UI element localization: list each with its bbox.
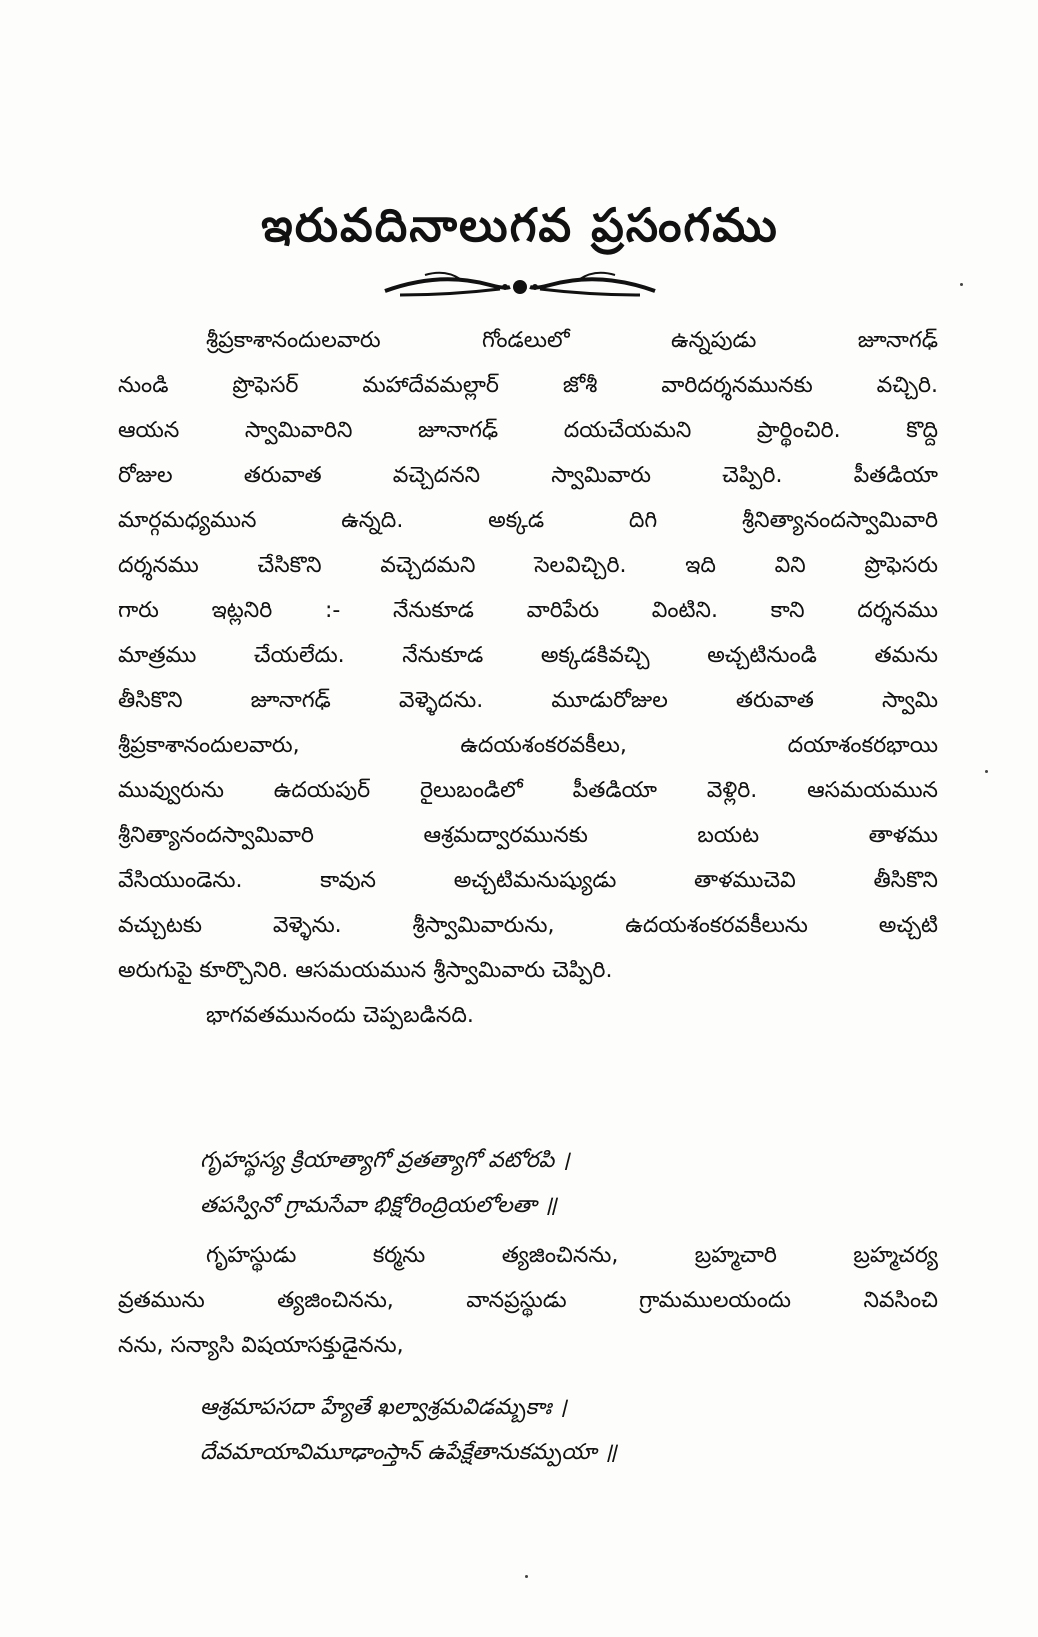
text-line: వేసియుండెను. కావున అచ్చటిమనుష్యుడు తాళముచెవి తీసికొని xyxy=(118,868,938,893)
verse-2 xyxy=(200,1385,920,1475)
scan-speck xyxy=(985,770,988,773)
page-title: ఇరువదినాలుగవ ప్రసంగము xyxy=(261,198,779,252)
verse-1 xyxy=(200,1138,920,1228)
text-line: భాగవతమునందు చెప్పబడినది. xyxy=(206,1003,474,1028)
text-line: వచ్చుటకు వెళ్ళెను. శ్రీస్వామివారును, ఉదయశంకరవకీలును అచ్చటి xyxy=(118,913,938,938)
text-line: రోజుల తరువాత వచ్చెదనని స్వామివారు చెప్పిరి. పీతడియా xyxy=(118,463,938,488)
text-line: మువ్వురును ఉదయపుర్ రైలుబండిలో పీతడియా వెళ్లిరి. ఆసమయమున xyxy=(118,778,938,803)
verse-line: ఆశ్రమాపసదా హ్యేతే ఖల్వాశ్రమవిడమ్బకాః । xyxy=(200,1395,567,1420)
scan-speck xyxy=(525,1575,528,1578)
text-line: ఆయన స్వామివారిని జూనాగఢ్ దయచేయమని ప్రార్థించిరి. కొద్ది xyxy=(118,418,938,443)
text-line: మార్గమధ్యమున ఉన్నది. అక్కడ దిగి శ్రీనిత్యానందస్వామివారి xyxy=(118,508,938,533)
text-line: గృహస్థుడు కర్మను త్యజించినను, బ్రహ్మచారి బ్రహ్మచర్య xyxy=(206,1243,938,1268)
text-line: నను, సన్యాసి విషయాసక్తుడైనను, xyxy=(118,1333,404,1358)
scan-speck xyxy=(960,283,963,286)
paragraph-2 xyxy=(118,1233,938,1368)
paragraph-1 xyxy=(118,318,938,1038)
text-line: తీసికొని జూనాగఢ్ వెళ్ళెదను. మూడురోజుల తరువాత స్వామి xyxy=(118,688,938,713)
text-line: శ్రీప్రకాశానందులవారు గోండలులో ఉన్నపుడు జూనాగఢ్ xyxy=(206,328,938,353)
text-line: వ్రతమును త్యజించినను, వానప్రస్థుడు గ్రామములయందు నివసించి xyxy=(118,1288,938,1313)
text-line: శ్రీప్రకాశానందులవారు, ఉదయశంకరవకీలు, దయాశంకరభాయి xyxy=(118,733,938,758)
text-line: మాత్రము చేయలేదు. నేనుకూడ అక్కడకివచ్చి అచ్చటినుండి తమను xyxy=(118,643,938,668)
text-line: నుండి ప్రొఫెసర్ మహాదేవమల్లార్ జోశీ వారిదర్శనమునకు వచ్చిరి. xyxy=(118,373,938,398)
text-line: శ్రీనిత్యానందస్వామివారి ఆశ్రమద్వారమునకు బయట తాళము xyxy=(118,823,938,848)
verse-line: గృహస్థస్య క్రియాత్యాగో వ్రతత్యాగో వటోరపి । xyxy=(200,1148,570,1173)
text-line: దర్శనము చేసికొని వచ్చెదమని సెలవిచ్చిరి. ఇది విని ప్రొఫెసరు xyxy=(118,553,938,578)
text-line: అరుగుపై కూర్చొనిరి. ఆసమయమున శ్రీస్వామివారు చెప్పిరి. xyxy=(118,958,613,983)
text-line: గారు ఇట్లనిరి :- నేనుకూడ వారిపేరు వింటిని. కాని దర్శనము xyxy=(118,598,938,623)
ornament-divider xyxy=(380,265,660,305)
verse-line: దేవమాయావిమూఢాంస్తాన్ ఉపేక్షేతానుకమ్పయా ॥ xyxy=(200,1440,617,1465)
verse-line: తపస్వినో గ్రామసేవా భిక్షోరింద్రియలోలతా ॥ xyxy=(200,1193,557,1218)
